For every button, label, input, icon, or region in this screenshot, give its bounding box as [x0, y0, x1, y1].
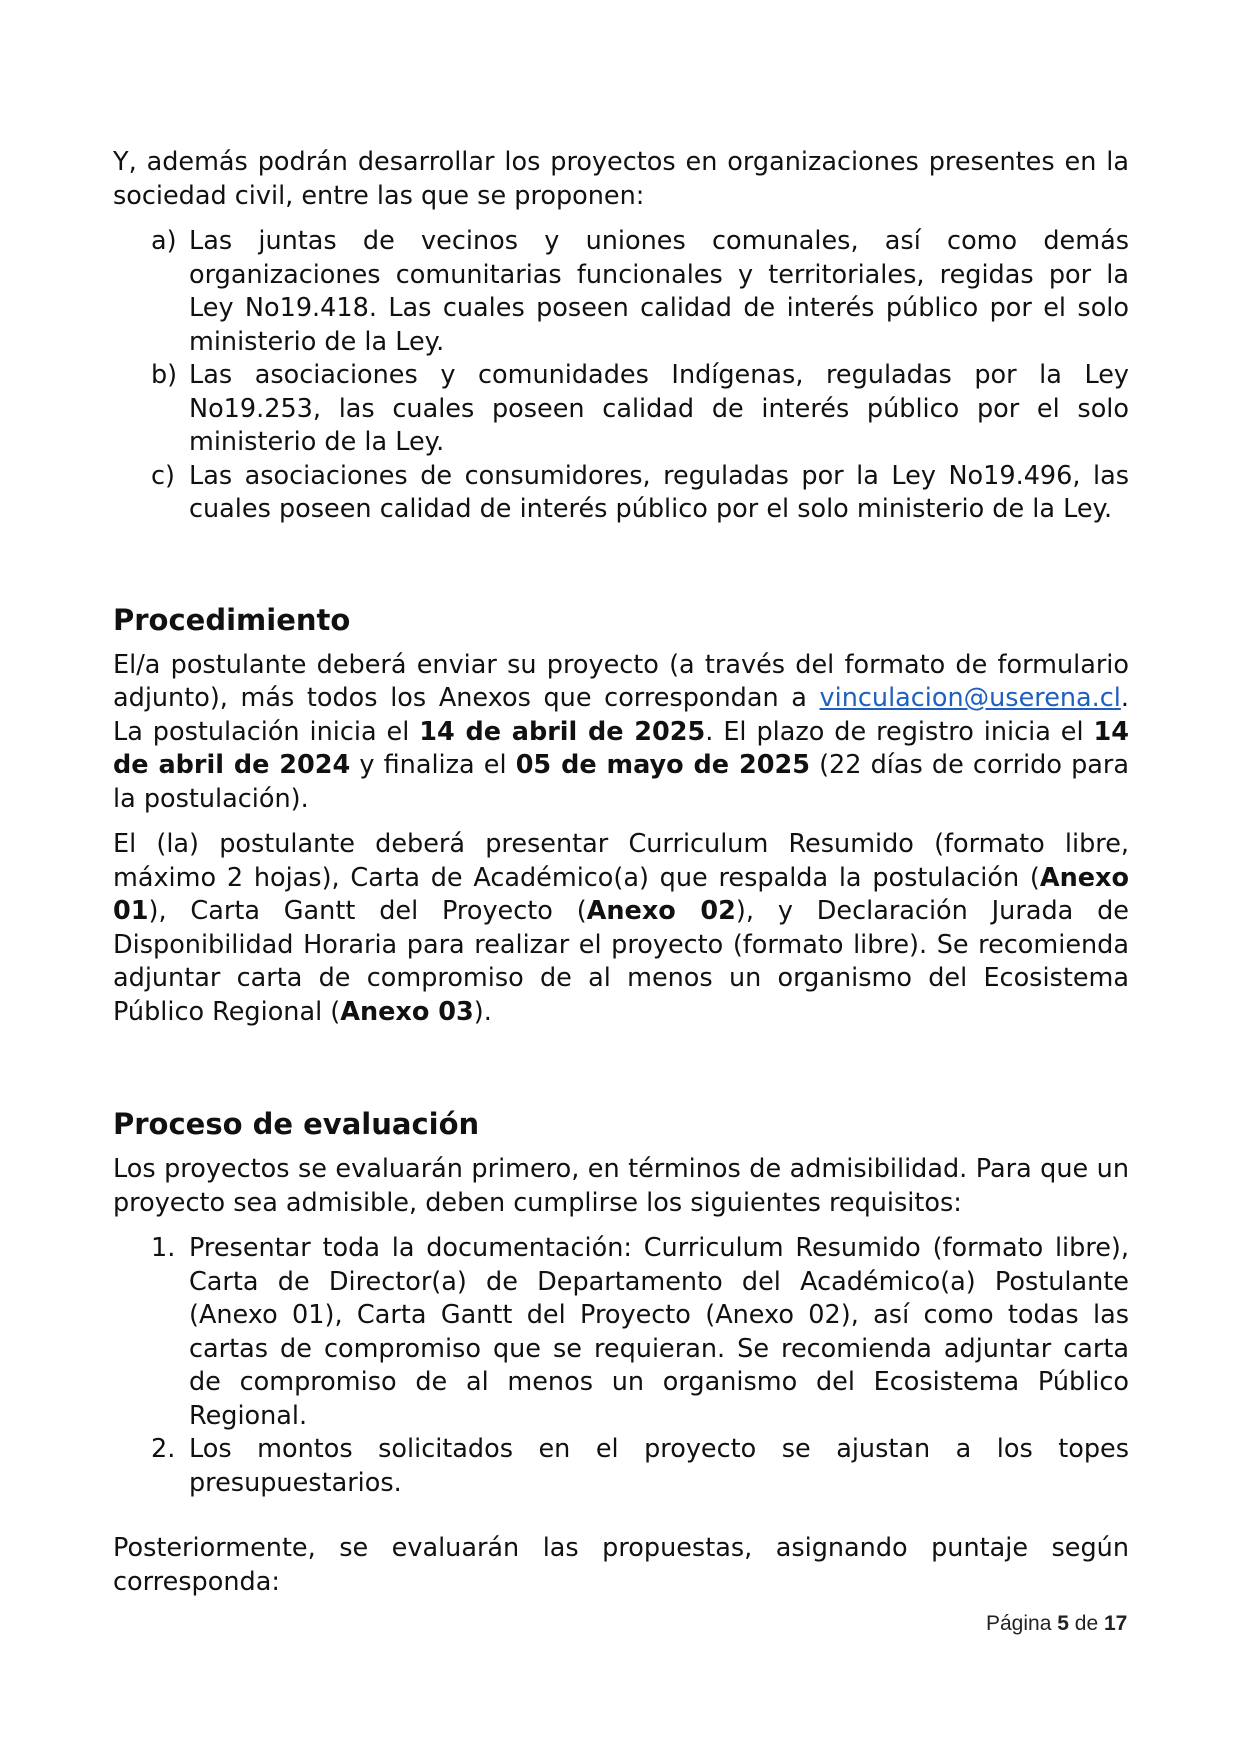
- procedimiento-heading: Procedimiento: [113, 602, 351, 637]
- list-marker: 2.: [151, 1434, 176, 1464]
- intro-paragraph: Y, además podrán desarrollar los proyectos en organizaciones presentes en la sociedad civil, entre las que se proponen:: [113, 147, 1129, 211]
- requirements-list: [113, 1232, 1129, 1500]
- page-separator: de: [1074, 1612, 1099, 1635]
- text-span: y finaliza el: [350, 750, 516, 780]
- evaluacion-paragraph-2: Posteriormente, se evaluarán las propuestas, asignando puntaje según corresponda:: [113, 1533, 1129, 1597]
- text-span: . La postulación inicia el: [113, 683, 1129, 747]
- list-item: [113, 460, 1129, 527]
- list-item-text: Presentar toda la documentación: Curriculum Resumido (formato libre), Carta de Director(a) de Departamento del Académico(a) Postulante (Anexo 01), Carta Gantt del Proyecto (Anexo 02), así como todas las cartas de compromiso que se requieran. Se recomienda adjuntar carta de compromiso de al menos un organismo del Ecosistema Público Regional.: [189, 1233, 1129, 1431]
- email-link[interactable]: vinculacion@userena.cl: [819, 683, 1121, 713]
- text-span: El (la) postulante deberá presentar Curriculum Resumido (formato libre, máximo 2 hojas), Carta de Académico(a) que respalda la postulación (: [113, 829, 1129, 893]
- evaluacion-heading: Proceso de evaluación: [113, 1107, 480, 1141]
- current-page: 5: [1057, 1612, 1069, 1635]
- date-registration: 14 de abril de 2024: [113, 716, 1130, 780]
- list-item: [113, 359, 1129, 460]
- spacer: [113, 1500, 1129, 1532]
- list-marker: a): [151, 226, 177, 256]
- civil-orgs-list: [113, 225, 1129, 527]
- page-number: [986, 1612, 1127, 1636]
- list-item: [113, 225, 1129, 359]
- anexo-01: Anexo 01: [113, 862, 1129, 926]
- list-item: [113, 1433, 1129, 1500]
- list-item-text: Las asociaciones de consumidores, reguladas por la Ley No19.496, las cuales poseen calidad de interés público por el solo ministerio de la Ley.: [189, 460, 1129, 524]
- list-marker: 1.: [151, 1233, 176, 1263]
- spacer: [113, 816, 1129, 828]
- list-item: [113, 1232, 1129, 1433]
- list-item-text: Las asociaciones y comunidades Indígenas, reguladas por la Ley No19.253, las cuales poseen calidad de interés público por el solo ministerio de la Ley.: [189, 360, 1129, 457]
- anexo-03: Anexo 03: [340, 996, 474, 1027]
- list-marker: b): [151, 360, 178, 390]
- text-span: ), Carta Gantt del Proyecto (: [148, 896, 587, 926]
- text-span: ), y Declaración Jurada de Disponibilidad Horaria para realizar el proyecto (formato libre). Se recomienda adjuntar carta de compromiso de al menos un organismo del Ecosistema Público Regional (: [113, 896, 1129, 1027]
- procedimiento-paragraph-1: [113, 649, 1129, 817]
- list-item-text: Los montos solicitados en el proyecto se ajustan a los topes presupuestarios.: [189, 1434, 1129, 1498]
- text-span: (22 días de corrido para la postulación).: [113, 750, 1129, 814]
- date-end: 05 de mayo de 2025: [515, 750, 810, 780]
- date-start: 14 de abril de 2025: [419, 716, 706, 747]
- total-pages: 17: [1103, 1612, 1128, 1635]
- page-label: Página: [986, 1612, 1052, 1635]
- evaluacion-paragraph-1: Los proyectos se evaluarán primero, en términos de admisibilidad. Para que un proyecto sea admisible, deben cumplirse los siguientes requisitos:: [113, 1154, 1129, 1218]
- list-marker: c): [151, 460, 175, 491]
- text-span: . El plazo de registro inicia el: [705, 716, 1094, 747]
- list-item-text: Las juntas de vecinos y uniones comunales, así como demás organizaciones comunitarias funcionales y territoriales, regidas por la Ley No19.418. Las cuales poseen calidad de interés público por el solo ministerio de la Ley.: [189, 226, 1129, 357]
- page-content: [113, 146, 1129, 1599]
- text-span: El/a postulante deberá enviar su proyecto (a través del formato de formulario adjunto), más todos los Anexos que correspondan a: [113, 649, 1129, 713]
- procedimiento-paragraph-2: [113, 828, 1129, 1029]
- anexo-02: Anexo 02: [586, 896, 736, 926]
- text-span: ).: [473, 996, 492, 1027]
